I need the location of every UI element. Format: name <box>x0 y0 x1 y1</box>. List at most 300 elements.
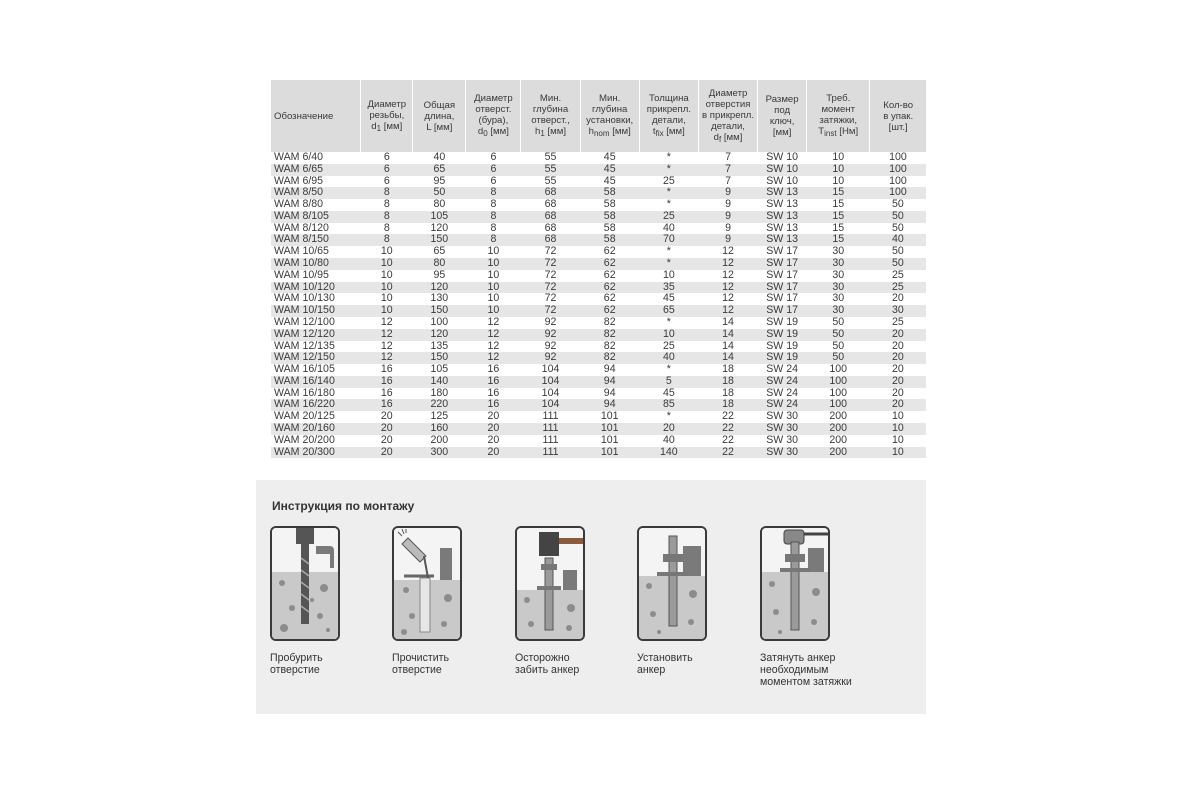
column-header-line: Треб. <box>826 93 851 104</box>
value-cell: 72 <box>544 258 557 270</box>
value-cell: 200 <box>829 422 848 434</box>
column-header <box>521 80 580 152</box>
value-cell: 105 <box>430 364 449 376</box>
value-cell: 20 <box>487 411 500 423</box>
value-cell: 58 <box>603 210 616 222</box>
column-header-line: отверст. <box>475 104 512 115</box>
value-cell: 62 <box>603 269 616 281</box>
designation-cell: WAM 12/120 <box>274 328 335 340</box>
column-header <box>466 80 521 152</box>
value-cell: 100 <box>889 152 907 163</box>
column-header <box>580 80 639 152</box>
value-cell: 40 <box>433 152 446 163</box>
value-cell: 120 <box>430 328 449 340</box>
column-header-line: $d_f$ [мм] <box>713 131 743 144</box>
value-cell: 25 <box>892 269 904 281</box>
column-header-line: длина, <box>424 110 455 122</box>
value-cell: * <box>666 258 671 270</box>
table-row <box>271 211 926 223</box>
table-row <box>271 246 926 258</box>
value-cell: 220 <box>430 399 449 411</box>
column-header <box>807 80 870 152</box>
value-cell: 20 <box>892 293 904 305</box>
value-cell: SW 10 <box>766 163 798 175</box>
table-row <box>271 223 926 235</box>
value-cell: 92 <box>544 328 557 340</box>
value-cell: 40 <box>892 234 904 246</box>
table-row <box>271 234 926 246</box>
column-header <box>758 80 807 152</box>
column-header-line: Кол-во <box>883 99 914 111</box>
value-cell: 50 <box>892 199 904 211</box>
step-caption: Затянуть анкер необходимым моментом затяжки <box>760 652 852 688</box>
value-cell: 150 <box>430 352 449 364</box>
value-cell: 68 <box>544 234 557 246</box>
value-cell: 9 <box>725 210 731 222</box>
column-header-line: момент <box>821 104 855 115</box>
value-cell: 68 <box>544 222 557 234</box>
value-cell: 25 <box>662 340 675 352</box>
value-cell: 5 <box>665 375 672 387</box>
column-header-line: глубина <box>532 104 569 115</box>
value-cell: SW 13 <box>766 199 798 211</box>
value-cell: 6 <box>383 152 390 163</box>
value-cell: 58 <box>603 234 616 246</box>
value-cell: SW 17 <box>766 305 798 317</box>
value-cell: 100 <box>889 187 907 199</box>
value-cell: 140 <box>430 375 449 387</box>
value-cell: * <box>666 411 671 423</box>
table-row <box>271 447 926 459</box>
designation-cell: WAM 8/50 <box>274 187 324 199</box>
designation-cell: WAM 8/120 <box>274 222 329 234</box>
value-cell: 15 <box>832 199 845 211</box>
value-cell: 12 <box>487 352 500 364</box>
value-cell: 10 <box>832 175 845 187</box>
value-cell: 200 <box>829 446 848 458</box>
value-cell: 20 <box>892 340 904 352</box>
value-cell: 100 <box>889 163 907 175</box>
value-cell: 50 <box>832 316 845 328</box>
value-cell: 8 <box>490 222 497 234</box>
table-row <box>271 435 926 447</box>
value-cell: 6 <box>490 152 497 163</box>
column-header-line: Диаметр <box>708 87 748 99</box>
clean-hole-icon <box>392 526 462 641</box>
value-cell: 30 <box>832 293 845 305</box>
value-cell: 62 <box>603 258 616 270</box>
value-cell: * <box>666 199 671 211</box>
value-cell: 10 <box>892 422 904 434</box>
value-cell: 200 <box>430 434 449 446</box>
table-row <box>271 199 926 211</box>
value-cell: 72 <box>544 305 557 317</box>
column-header-line: $h_{nom}$ [мм] <box>588 126 631 138</box>
value-cell: 22 <box>722 434 734 446</box>
value-cell: 50 <box>892 258 904 270</box>
installation-title: Инструкция по монтажу <box>272 499 415 513</box>
value-cell: SW 17 <box>766 293 798 305</box>
value-cell: 6 <box>490 175 497 187</box>
table-row <box>271 176 926 188</box>
value-cell: 72 <box>544 281 557 293</box>
value-cell: 40 <box>662 434 675 446</box>
designation-cell: WAM 16/220 <box>274 399 335 411</box>
value-cell: 45 <box>662 293 675 305</box>
value-cell: 10 <box>832 152 845 163</box>
value-cell: 65 <box>662 305 675 317</box>
value-cell: 20 <box>662 422 675 434</box>
column-header-line: Мин. <box>599 93 621 104</box>
value-cell: SW 17 <box>766 246 798 258</box>
value-cell: 20 <box>380 411 393 423</box>
value-cell: 58 <box>603 222 616 234</box>
table-row <box>271 399 926 411</box>
value-cell: 18 <box>722 387 734 399</box>
table-row <box>271 423 926 435</box>
value-cell: 20 <box>892 387 904 399</box>
value-cell: 72 <box>544 269 557 281</box>
value-cell: 18 <box>722 375 734 387</box>
value-cell: 150 <box>430 234 449 246</box>
value-cell: 105 <box>430 210 449 222</box>
designation-cell: WAM 20/125 <box>274 411 335 423</box>
value-cell: 16 <box>380 387 393 399</box>
value-cell: SW 17 <box>766 258 798 270</box>
value-cell: 82 <box>603 340 616 352</box>
column-header-line: $t_{fix}$ [мм] <box>652 126 685 138</box>
value-cell: 62 <box>603 305 616 317</box>
value-cell: 111 <box>542 422 559 434</box>
value-cell: 14 <box>722 316 734 328</box>
value-cell: SW 30 <box>766 434 798 446</box>
value-cell: 8 <box>490 210 497 222</box>
value-cell: 68 <box>544 199 557 211</box>
value-cell: 50 <box>892 210 904 222</box>
value-cell: 120 <box>430 222 449 234</box>
value-cell: 15 <box>832 187 845 199</box>
table-row <box>271 282 926 294</box>
value-cell: 25 <box>892 281 904 293</box>
table-row <box>271 329 926 341</box>
value-cell: 16 <box>487 399 500 411</box>
value-cell: SW 17 <box>766 281 798 293</box>
designation-cell: WAM 6/40 <box>274 152 324 163</box>
step-drill <box>270 526 390 676</box>
table-row <box>271 352 926 364</box>
value-cell: * <box>666 364 671 376</box>
value-cell: 104 <box>541 387 560 399</box>
value-cell: 7 <box>725 163 731 175</box>
designation-cell: WAM 20/160 <box>274 422 335 434</box>
value-cell: 50 <box>433 187 446 199</box>
value-cell: SW 13 <box>766 234 798 246</box>
column-header-line: $T_{inst}$ [Нм] <box>818 126 859 138</box>
column-header <box>361 80 413 152</box>
table-row <box>271 341 926 353</box>
value-cell: 100 <box>889 175 907 187</box>
column-header-line: [шт.] <box>888 121 908 133</box>
value-cell: SW 24 <box>766 375 798 387</box>
value-cell: 20 <box>487 422 500 434</box>
value-cell: 40 <box>662 352 675 364</box>
value-cell: 95 <box>433 269 446 281</box>
value-cell: 160 <box>430 422 449 434</box>
designation-cell: WAM 10/120 <box>274 281 335 293</box>
value-cell: 10 <box>487 269 500 281</box>
column-header-line: затяжки, <box>819 115 858 126</box>
value-cell: 94 <box>603 399 616 411</box>
set-anchor-icon <box>637 526 707 641</box>
value-cell: SW 30 <box>766 411 798 423</box>
value-cell: 62 <box>603 293 616 305</box>
designation-cell: WAM 16/180 <box>274 387 335 399</box>
value-cell: 8 <box>383 199 390 211</box>
value-cell: 55 <box>544 175 557 187</box>
value-cell: 12 <box>380 316 393 328</box>
value-cell: 58 <box>603 199 616 211</box>
value-cell: SW 10 <box>766 175 798 187</box>
value-cell: 82 <box>603 316 616 328</box>
value-cell: 40 <box>662 222 675 234</box>
value-cell: * <box>666 246 671 258</box>
designation-cell: WAM 10/95 <box>274 269 329 281</box>
designation-cell: WAM 16/105 <box>274 364 335 376</box>
value-cell: 85 <box>662 399 675 411</box>
drill-hole-icon <box>270 526 340 641</box>
value-cell: 8 <box>490 187 497 199</box>
value-cell: 82 <box>603 328 616 340</box>
step-caption: Пробурить отверстие <box>270 652 323 676</box>
designation-cell: WAM 8/80 <box>274 199 324 211</box>
value-cell: 72 <box>544 293 557 305</box>
value-cell: 16 <box>380 375 393 387</box>
value-cell: 10 <box>380 258 393 270</box>
step-install <box>637 526 757 676</box>
column-header <box>870 80 926 152</box>
value-cell: 45 <box>603 175 616 187</box>
value-cell: SW 24 <box>766 364 798 376</box>
step-torque <box>760 526 880 688</box>
value-cell: 10 <box>380 269 393 281</box>
value-cell: 12 <box>722 305 734 317</box>
value-cell: 15 <box>832 210 845 222</box>
table-header-row <box>271 80 926 152</box>
table-row <box>271 187 926 199</box>
value-cell: * <box>666 187 671 199</box>
designation-cell: WAM 6/95 <box>274 175 324 187</box>
table-row <box>271 258 926 270</box>
value-cell: 80 <box>433 199 446 211</box>
value-cell: 8 <box>490 199 497 211</box>
value-cell: 65 <box>433 246 446 258</box>
value-cell: 200 <box>829 434 848 446</box>
value-cell: 95 <box>433 175 446 187</box>
value-cell: 100 <box>829 387 848 399</box>
value-cell: 65 <box>433 163 446 175</box>
value-cell: 25 <box>662 175 675 187</box>
column-header-line: резьбы, <box>369 109 405 121</box>
column-header-line: детали, <box>711 120 745 132</box>
value-cell: 82 <box>603 352 616 364</box>
value-cell: 94 <box>603 387 616 399</box>
value-cell: 68 <box>544 187 557 199</box>
value-cell: 58 <box>603 187 616 199</box>
column-header-line: Размер <box>765 94 799 105</box>
value-cell: 20 <box>380 446 393 458</box>
column-header-line: в прикрепл. <box>702 109 755 121</box>
installation-panel <box>256 480 926 714</box>
value-cell: 100 <box>430 316 449 328</box>
value-cell: 20 <box>892 375 904 387</box>
value-cell: SW 13 <box>766 222 798 234</box>
table-row <box>271 364 926 376</box>
column-header-line: Обозначение <box>274 110 334 122</box>
column-header-line: Диаметр <box>474 93 513 104</box>
value-cell: 45 <box>603 152 616 163</box>
table-body <box>271 152 926 458</box>
value-cell: 15 <box>832 234 845 246</box>
value-cell: 68 <box>544 210 557 222</box>
column-header-line: глубина <box>592 104 628 115</box>
value-cell: 50 <box>832 328 845 340</box>
value-cell: 101 <box>600 446 619 458</box>
column-header-line: отверстия <box>705 98 751 110</box>
value-cell: 50 <box>832 352 845 364</box>
column-header-line: отверст., <box>531 115 570 126</box>
column-header-line: ключ, <box>769 116 795 127</box>
value-cell: * <box>666 163 671 175</box>
designation-cell: WAM 10/130 <box>274 293 335 305</box>
value-cell: 80 <box>433 258 446 270</box>
value-cell: 94 <box>603 364 616 376</box>
value-cell: 35 <box>662 281 675 293</box>
value-cell: 104 <box>541 399 560 411</box>
spec-table <box>271 80 926 458</box>
value-cell: 12 <box>380 352 393 364</box>
value-cell: 16 <box>487 364 500 376</box>
value-cell: 22 <box>722 422 734 434</box>
column-header-line: установки, <box>586 115 634 126</box>
value-cell: 16 <box>487 387 500 399</box>
value-cell: 20 <box>892 328 904 340</box>
column-header-line: прикрепл. <box>646 104 691 115</box>
value-cell: 45 <box>603 163 616 175</box>
value-cell: 20 <box>892 364 904 376</box>
value-cell: SW 10 <box>766 152 798 163</box>
value-cell: 125 <box>430 411 449 423</box>
table-row <box>271 411 926 423</box>
value-cell: 9 <box>725 199 731 211</box>
value-cell: * <box>666 316 671 328</box>
designation-cell: WAM 12/150 <box>274 352 335 364</box>
designation-cell: WAM 20/200 <box>274 434 335 446</box>
value-cell: 16 <box>487 375 500 387</box>
value-cell: 130 <box>430 293 449 305</box>
designation-cell: WAM 6/65 <box>274 163 324 175</box>
column-header <box>639 80 698 152</box>
value-cell: 14 <box>722 340 734 352</box>
value-cell: 92 <box>544 352 557 364</box>
value-cell: SW 24 <box>766 387 798 399</box>
value-cell: SW 30 <box>766 422 798 434</box>
step-caption: Осторожно забить анкер <box>515 652 580 676</box>
value-cell: 8 <box>490 234 497 246</box>
designation-cell: WAM 16/140 <box>274 375 335 387</box>
value-cell: 150 <box>430 305 449 317</box>
value-cell: 55 <box>544 163 557 175</box>
value-cell: 18 <box>722 399 734 411</box>
value-cell: 30 <box>832 246 845 258</box>
value-cell: 16 <box>380 399 393 411</box>
value-cell: 100 <box>829 375 848 387</box>
value-cell: 6 <box>490 163 497 175</box>
value-cell: 10 <box>487 246 500 258</box>
column-header-line: детали, <box>651 115 686 126</box>
value-cell: 20 <box>892 399 904 411</box>
value-cell: 6 <box>383 163 390 175</box>
value-cell: 10 <box>380 293 393 305</box>
value-cell: 30 <box>832 305 845 317</box>
value-cell: 12 <box>380 328 393 340</box>
table-row <box>271 293 926 305</box>
value-cell: SW 13 <box>766 187 798 199</box>
value-cell: 20 <box>892 352 904 364</box>
value-cell: 7 <box>725 152 731 163</box>
column-header-line: (бура), <box>478 115 509 126</box>
value-cell: 10 <box>892 446 904 458</box>
value-cell: 12 <box>722 246 734 258</box>
column-header-line: Диаметр <box>367 98 407 110</box>
table-row <box>271 305 926 317</box>
value-cell: 12 <box>487 340 500 352</box>
value-cell: 101 <box>600 422 619 434</box>
value-cell: 120 <box>430 281 449 293</box>
value-cell: 10 <box>487 305 500 317</box>
value-cell: 62 <box>603 281 616 293</box>
value-cell: SW 13 <box>766 210 798 222</box>
table-row <box>271 164 926 176</box>
value-cell: 10 <box>380 305 393 317</box>
designation-cell: WAM 8/150 <box>274 234 329 246</box>
value-cell: 111 <box>542 434 559 446</box>
torque-wrench-icon <box>760 526 830 641</box>
value-cell: 30 <box>892 305 904 317</box>
value-cell: 10 <box>487 281 500 293</box>
value-cell: 180 <box>430 387 449 399</box>
value-cell: 10 <box>832 163 845 175</box>
value-cell: 20 <box>380 434 393 446</box>
value-cell: 18 <box>722 364 734 376</box>
table-row <box>271 388 926 400</box>
value-cell: 92 <box>544 316 557 328</box>
value-cell: SW 19 <box>766 316 798 328</box>
value-cell: 72 <box>544 246 557 258</box>
column-header-line: Толщина <box>649 93 689 104</box>
column-header-line: $d_0$ [мм] <box>477 126 509 138</box>
value-cell: 16 <box>380 364 393 376</box>
value-cell: 62 <box>603 246 616 258</box>
value-cell: 45 <box>662 387 675 399</box>
value-cell: 300 <box>430 446 449 458</box>
value-cell: 50 <box>892 246 904 258</box>
value-cell: 12 <box>722 281 734 293</box>
value-cell: 8 <box>383 222 390 234</box>
value-cell: 10 <box>892 411 904 423</box>
value-cell: 22 <box>722 446 734 458</box>
value-cell: 200 <box>829 411 848 423</box>
value-cell: 12 <box>380 340 393 352</box>
